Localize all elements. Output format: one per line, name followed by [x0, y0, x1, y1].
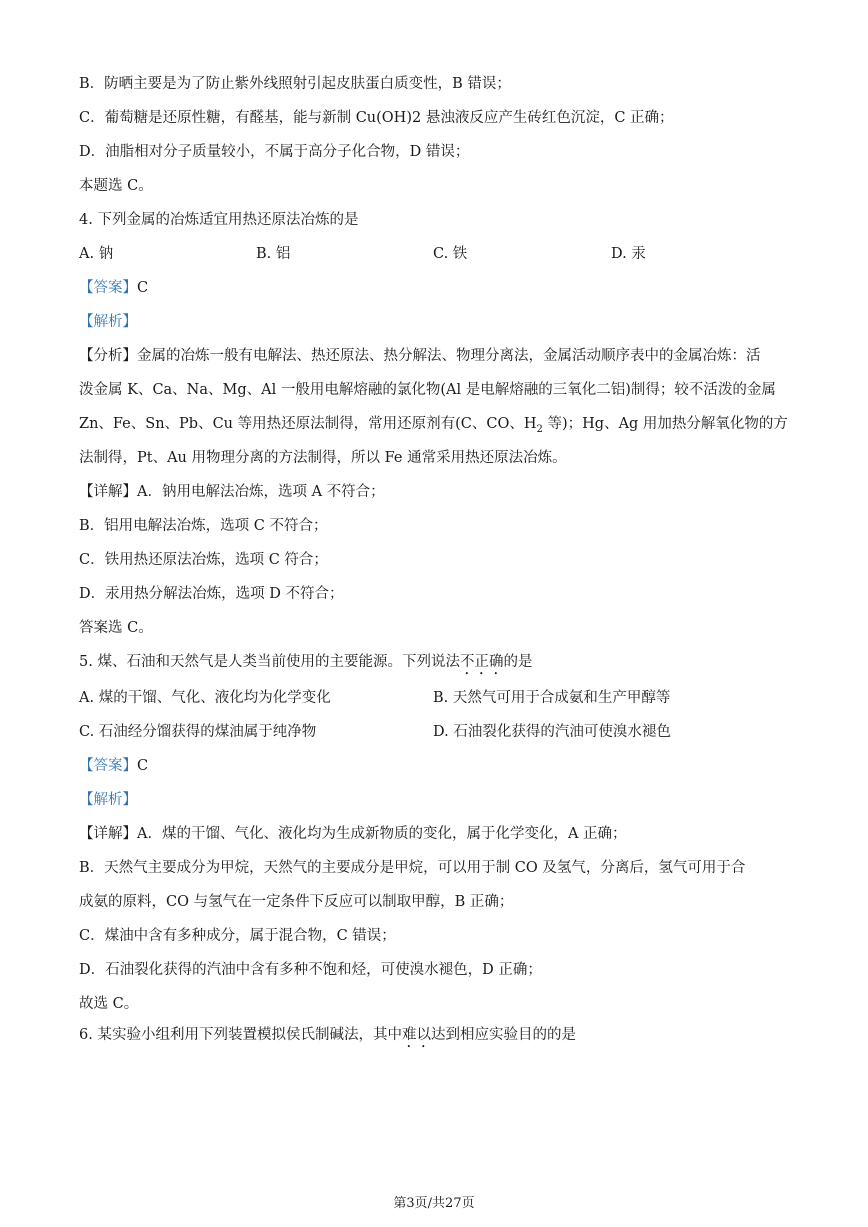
- q4-option-b: B. 铝: [256, 246, 291, 262]
- q5-options-row2: [79, 722, 839, 742]
- question-6: [79, 1025, 576, 1051]
- text-line: 【详解】A．煤的干馏、气化、液化均为生成新物质的变化，属于化学变化，A 正确；: [79, 826, 627, 842]
- text-line: [79, 414, 788, 440]
- answer-tag: 【答案】: [79, 280, 137, 296]
- text-line: C．铁用热还原法冶炼，选项 C 符合；: [79, 552, 328, 568]
- text-line: 法制得，Pt、Au 用物理分离的方法制得，所以 Fe 通常采用热还原法冶炼。: [79, 450, 567, 466]
- analysis-tag: 【解析】: [79, 792, 137, 808]
- text-segment: 5. 煤、石油和天然气是人类当前使用的主要能源。下列说法: [79, 654, 460, 670]
- question-4: 4. 下列金属的冶炼适宜用热还原法冶炼的是: [79, 212, 359, 228]
- q5-option-c: C. 石油经分馏获得的煤油属于纯净物: [79, 724, 317, 740]
- text-segment: 达到相应实验目的的是: [430, 1027, 576, 1043]
- answer-4: [79, 278, 148, 298]
- text-line: B．防晒主要是为了防止紫外线照射引起皮肤蛋白质变性，B 错误；: [79, 76, 511, 92]
- text-line: C．葡萄糖是还原性糖，有醛基，能与新制 Cu(OH)2 悬浊液反应产生砖红色沉淀，C 正确；: [79, 110, 674, 126]
- text-line: D．汞用热分解法冶炼，选项 D 不符合；: [79, 586, 344, 602]
- text-segment: 6. 某实验小组利用下列装置模拟侯氏制碱法，其中: [79, 1027, 402, 1043]
- q4-option-a: A. 钠: [79, 246, 114, 262]
- q5-options-row1: [79, 688, 839, 708]
- text-line: 答案选 C。: [79, 620, 153, 636]
- text-line: 成氨的原料，CO 与氢气在一定条件下反应可以制取甲醇，B 正确；: [79, 894, 514, 910]
- answer-value: C: [137, 758, 149, 774]
- text-line: C．煤油中含有多种成分，属于混合物，C 错误；: [79, 928, 396, 944]
- question-5: [79, 652, 532, 678]
- text-line: 【详解】A．钠用电解法冶炼，选项 A 不符合；: [79, 484, 385, 500]
- q5-option-b: B. 天然气可用于合成氨和生产甲醇等: [433, 690, 671, 706]
- text-segment: Zn、Fe、Sn、Pb、Cu 等用热还原法制得，常用还原剂有(C、CO、H: [79, 416, 537, 432]
- text-line: D．石油裂化获得的汽油中含有多种不饱和烃，可使溴水褪色，D 正确；: [79, 962, 542, 978]
- text-segment: 的是: [503, 654, 533, 670]
- emphasis-text: 不正确: [459, 654, 504, 670]
- text-line: B．天然气主要成分为甲烷，天然气的主要成分是甲烷，可以用于制 CO 及氢气，分离后，氢气可用于合: [79, 860, 746, 876]
- text-segment: 等)；Hg、Ag 用加热分解氧化物的方: [542, 416, 788, 432]
- analysis-tag: 【解析】: [79, 314, 137, 330]
- answer-value: C: [137, 280, 149, 296]
- q4-option-d: D. 汞: [611, 246, 646, 262]
- emphasis-text: 难以: [401, 1027, 431, 1043]
- subscript: 2: [536, 423, 543, 435]
- text-line: 【分析】金属的冶炼一般有电解法、热还原法、热分解法、物理分离法，金属活动顺序表中的金属冶炼：活: [79, 348, 761, 364]
- page-footer: 第3页/共27页: [393, 1196, 475, 1211]
- q5-option-d: D. 石油裂化获得的汽油可使溴水褪色: [433, 724, 671, 740]
- text-line: 故选 C。: [79, 996, 139, 1012]
- answer-tag: 【答案】: [79, 758, 137, 774]
- text-line: 泼金属 K、Ca、Na、Mg、Al 一般用电解熔融的氯化物(Al 是电解熔融的三氧化二铝)制得；较不活泼的金属: [79, 382, 776, 398]
- text-line: D．油脂相对分子质量较小，不属于高分子化合物，D 错误；: [79, 144, 470, 160]
- q4-option-c: C. 铁: [433, 246, 468, 262]
- q4-options: [79, 244, 839, 264]
- answer-5: [79, 756, 148, 776]
- q5-option-a: A. 煤的干馏、气化、液化均为化学变化: [79, 690, 331, 706]
- text-line: 本题选 C。: [79, 178, 153, 194]
- text-line: B．铝用电解法冶炼，选项 C 不符合；: [79, 518, 328, 534]
